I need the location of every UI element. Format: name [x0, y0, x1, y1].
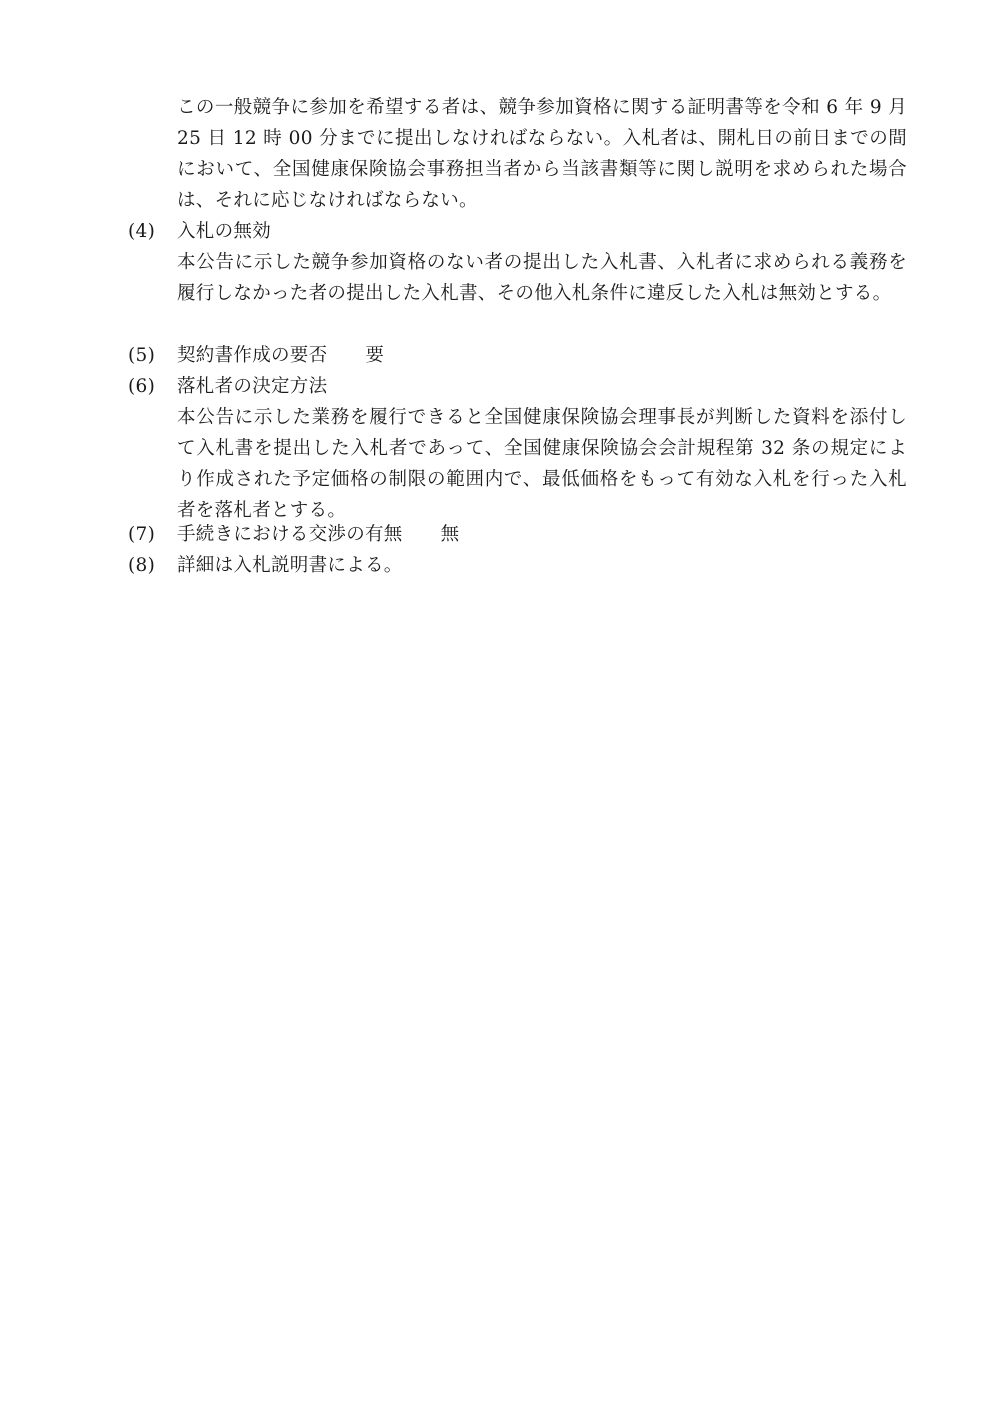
item-description: 本公告に示した競争参加資格のない者の提出した入札書、入札者に求められる義務を履行しなかった者の提出した入札書、その他入札条件に違反した入札は無効とする。 [177, 252, 907, 304]
item-heading-row [177, 340, 384, 371]
intro-paragraph: この一般競争に参加を希望する者は、競争参加資格に関する証明書等を令和 6 年 9 月 25 日 12 時 00 分までに提出しなければならない。入札者は、開札日の前日までの間において、全国健康保険協会事務担当者から当該書類等に関し説明を求められた場合は、それに応じなければならない。 [177, 97, 907, 211]
item-number: (7) [128, 524, 156, 545]
item-heading: 契約書作成の要否 [177, 345, 328, 366]
item-heading: 手続きにおける交渉の有無 [177, 524, 403, 545]
item-number: (8) [128, 555, 156, 576]
item-heading: 詳細は入札説明書による。 [177, 555, 403, 576]
item-number: (5) [128, 345, 156, 366]
item-number: (6) [128, 376, 156, 397]
item-heading: 入札の無効 [177, 221, 272, 242]
item-heading: 落札者の決定方法 [177, 376, 328, 397]
item-number: (4) [128, 221, 156, 242]
item-description: 本公告に示した業務を履行できると全国健康保険協会理事長が判断した資料を添付して入札書を提出した入札者であって、全国健康保険協会会計規程第 32 条の規定により作成された予定価格の制限の範囲内で、最低価格をもって有効な入札を行った入札者を落札者とする。 [177, 407, 907, 521]
item-heading-row [177, 519, 459, 550]
item-value: 要 [365, 345, 385, 366]
item-value: 無 [440, 524, 460, 545]
